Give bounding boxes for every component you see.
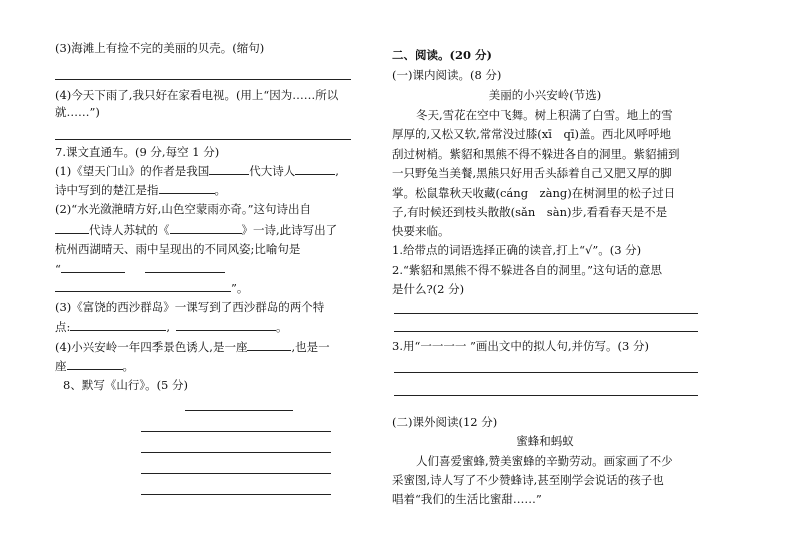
reading-q2-line2: 是什么?(2 分): [392, 282, 465, 296]
q8-title: 8、默写《山行》。(5 分): [63, 378, 189, 392]
q7-1-text-a: (1)《望天门山》的作者是我国: [55, 164, 210, 178]
reading-q3-answer-line1[interactable]: [394, 372, 698, 373]
q4-text-line2: 就……”): [55, 105, 100, 119]
section2-title: 二、阅读。(20 分): [392, 48, 492, 62]
q7-2-blank-simile-b[interactable]: [145, 261, 225, 273]
q7-1-text-e: 。: [214, 183, 226, 197]
q7-3-line1: (3)《富饶的西沙群岛》一课写到了西沙群岛的两个特: [55, 300, 325, 314]
passage1-line6: 子,有时候还到枝头散散(sǎn sàn)步,看看春天是不是: [392, 205, 668, 219]
passage1-line3: 刮过树梢。紫貂和黑熊不得不躲进各自的洞里。紫貂捕到: [392, 147, 680, 161]
q3-text: (3)海滩上有捡不完的美丽的贝壳。(缩句): [55, 41, 265, 55]
q7-2-text-b: 代诗人苏轼的《: [89, 223, 170, 237]
subsection2-title: (二)课外阅读(12 分): [392, 415, 498, 429]
q7-2-text-f: ”。: [231, 281, 249, 295]
q7-1-text-c: ,: [335, 164, 339, 178]
q8-poem-line1[interactable]: [141, 431, 331, 432]
q8-title-line[interactable]: [185, 410, 293, 411]
q7-1-text-b: 代大诗人: [249, 164, 296, 178]
q7-4-text-b: ,也是一: [291, 340, 330, 354]
q7-4-text-a: (4)小兴安岭一年四季景色诱人,是一座: [55, 340, 248, 354]
q7-2-line4: [55, 261, 225, 276]
q7-4-blank-1[interactable]: [247, 339, 291, 351]
q7-2-line1: (2)“水光潋滟晴方好,山色空蒙雨亦奇。”这句诗出自: [55, 202, 311, 216]
q7-2-blank-simile-c[interactable]: [55, 280, 231, 292]
passage1-title: 美丽的小兴安岭(节选): [488, 88, 602, 102]
q7-2-line5: [55, 280, 248, 295]
passage1-line7: 快要来临。: [392, 224, 450, 238]
q7-1-blank-river[interactable]: [159, 182, 215, 194]
q7-3-text-c: ,: [166, 320, 171, 334]
passage2-line1: 人们喜爱蜜蜂,赞美蜜蜂的辛勤劳动。画家画了不少: [416, 454, 673, 468]
passage2-title: 蜜蜂和蚂蚁: [516, 434, 574, 448]
q7-2-line3: 杭州西湖晴天、雨中呈现出的不同风姿;比喻句是: [55, 242, 301, 256]
reading-q3-answer-line2[interactable]: [394, 395, 698, 396]
q7-4-line1: [55, 339, 330, 354]
q4-text-line1: (4)今天下雨了,我只好在家看电视。(用上“因为……所以: [55, 88, 339, 102]
q7-4-blank-2[interactable]: [67, 358, 123, 370]
q7-4-text-d: 。: [122, 359, 134, 373]
passage2-line3: 唱着“我们的生活比蜜甜……”: [392, 492, 542, 506]
q7-title: 7.课文直通车。(9 分,每空 1 分): [55, 145, 220, 159]
q7-1-blank-poet[interactable]: [295, 163, 335, 175]
passage1-line2: 厚厚的,又松又软,常常没过膝(xī qī)盖。西北风呼呼地: [392, 127, 671, 141]
passage1-line1: 冬天,雪花在空中飞舞。树上积满了白雪。地上的雪: [416, 108, 673, 122]
q7-2-blank-dynasty[interactable]: [55, 222, 89, 234]
q7-4-text-c: 座: [55, 359, 67, 373]
reading-q1: 1.给带点的词语选择正确的读音,打上“√”。(3 分): [392, 243, 642, 257]
passage2-line2: 采蜜图,诗人写了不少赞蜂诗,甚至刚学会说话的孩子也: [392, 473, 664, 487]
reading-q2-answer-line1[interactable]: [394, 313, 698, 314]
passage1-line4: 一只野兔当美餐,黑熊只好用舌头舔着自己又肥又厚的脚: [392, 166, 672, 180]
reading-q2-answer-line2[interactable]: [394, 331, 698, 332]
q7-3-text-b: 点:: [55, 320, 71, 334]
q7-1-blank-dynasty[interactable]: [209, 163, 249, 175]
q7-3-line2: [55, 319, 288, 334]
q7-1-line1: [55, 163, 339, 178]
q8-poem-line2[interactable]: [141, 452, 331, 453]
q7-4-line2: [55, 358, 134, 373]
q7-1-text-d: 诗中写到的楚江是指: [55, 183, 159, 197]
q7-2-blank-poem[interactable]: [170, 222, 242, 234]
passage1-line5: 掌。松鼠靠秋天收藏(cáng zàng)在树洞里的松子过日: [392, 186, 676, 200]
q8-poem-line4[interactable]: [141, 494, 331, 495]
q7-2-blank-simile-a[interactable]: [61, 261, 125, 273]
reading-q3: 3.用“一一一一 ”画出文中的拟人句,并仿写。(3 分): [392, 339, 649, 353]
q8-poem-line3[interactable]: [141, 473, 331, 474]
q3-answer-line[interactable]: [55, 79, 351, 80]
q7-3-text-d: 。: [276, 320, 288, 334]
q4-answer-line[interactable]: [55, 139, 351, 140]
q7-1-line2: [55, 182, 226, 197]
q7-2-text-e: “: [55, 262, 61, 276]
q7-2-text-c: 》一诗,此诗写出了: [241, 223, 338, 237]
subsection1-title: (一)课内阅读。(8 分): [392, 68, 502, 82]
q7-3-blank-feature1[interactable]: [70, 319, 166, 331]
reading-q2-line1: 2.“紫貂和黑熊不得不躲进各自的洞里。”这句话的意思: [392, 263, 662, 277]
q7-2-line2: [55, 222, 337, 237]
q7-3-blank-feature2[interactable]: [176, 319, 276, 331]
